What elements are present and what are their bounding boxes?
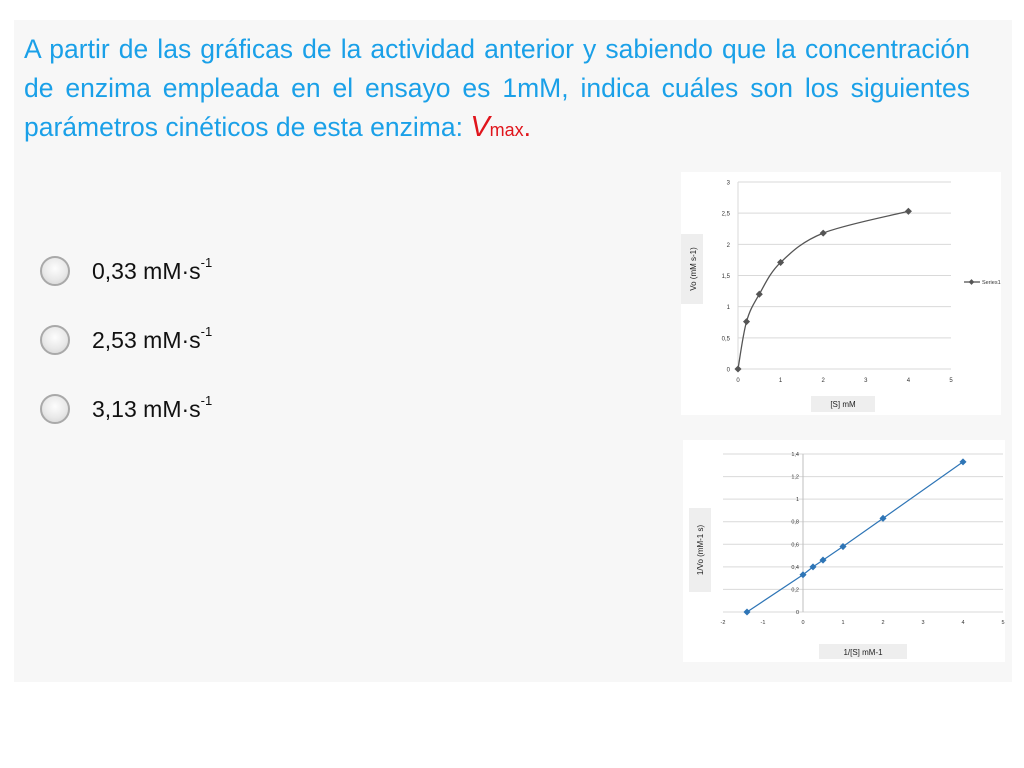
data-point xyxy=(743,608,750,615)
x-tick-label: 5 xyxy=(949,378,953,384)
y-tick-label: 0 xyxy=(795,610,799,616)
x-tick-label: 3 xyxy=(864,378,868,384)
y-tick-label: 2,5 xyxy=(721,211,730,218)
x-tick-label: -2 xyxy=(720,620,726,626)
x-tick-label: 4 xyxy=(961,620,965,626)
michaelis-menten-chart xyxy=(681,172,1001,415)
y-tick-label: 2 xyxy=(726,242,730,249)
x-tick-label: 5 xyxy=(1001,620,1005,626)
option-2[interactable] xyxy=(40,322,212,358)
answer-options xyxy=(40,253,212,460)
lineweaver-burk-plot xyxy=(683,440,1005,662)
x-tick-label: -1 xyxy=(760,620,766,626)
x-tick-label: 1 xyxy=(841,620,845,626)
y-tick-label: 0 xyxy=(726,367,730,374)
radio-button[interactable] xyxy=(40,325,70,355)
x-tick-label: 0 xyxy=(736,378,740,384)
y-tick-label: 0,2 xyxy=(791,587,799,594)
y-tick-label: 3 xyxy=(726,180,730,187)
data-point xyxy=(819,557,826,564)
option-1[interactable] xyxy=(40,253,212,289)
option-3[interactable] xyxy=(40,391,212,427)
y-tick-label: 1,4 xyxy=(791,452,799,458)
x-tick-label: 3 xyxy=(921,620,925,626)
y-tick-label: 1 xyxy=(795,497,799,504)
y-tick-label: 0,8 xyxy=(791,519,799,526)
y-axis-title: Vo (mM s-1) xyxy=(689,247,698,291)
y-tick-label: 0,4 xyxy=(791,564,799,571)
radio-button[interactable] xyxy=(40,394,70,424)
michaelis-menten-plot xyxy=(681,172,1001,415)
x-tick-label: 2 xyxy=(821,378,825,384)
y-tick-label: 0,5 xyxy=(721,336,730,343)
option-label[interactable]: 3,13 $mM\cdot s^{-1}$ xyxy=(92,392,213,422)
x-tick-label: 1 xyxy=(778,378,783,384)
y-tick-label: 1 xyxy=(726,305,730,312)
x-tick-label: 4 xyxy=(906,378,911,384)
x-axis-title: 1/[S] mM-1 xyxy=(843,648,883,657)
y-tick-label: 0,6 xyxy=(791,542,799,549)
lineweaver-burk-chart xyxy=(683,440,1005,662)
vmax-label: Vmax. xyxy=(470,111,532,143)
legend-label: Series1 xyxy=(982,280,1001,286)
data-point xyxy=(905,208,912,215)
data-point xyxy=(756,291,763,298)
y-tick-label: 1,5 xyxy=(721,274,730,280)
x-axis-title: [S] mM xyxy=(830,400,856,409)
option-label[interactable]: 2,53 $mM\cdot s^{-1}$ xyxy=(92,323,213,353)
legend-marker xyxy=(969,279,975,285)
x-tick-label: 0 xyxy=(801,620,805,626)
data-point xyxy=(734,365,741,372)
y-tick-label: 1,2 xyxy=(791,474,799,481)
data-point xyxy=(820,230,827,237)
option-label[interactable]: 0,33 $mM\cdot s^{-1}$ xyxy=(92,254,213,284)
y-axis-title: 1/Vo (mM-1 s) xyxy=(696,524,705,576)
x-tick-label: 2 xyxy=(881,620,885,626)
question-text: A partir de las gráficas de la actividad anterior y sabiendo que la concentración de enzima empleada en el ensayo es 1mM, indica cuáles son los siguientes parámetros cinéticos de esta enzima: Vmax. xyxy=(24,34,970,143)
radio-button[interactable] xyxy=(40,256,70,286)
data-point xyxy=(743,318,750,325)
